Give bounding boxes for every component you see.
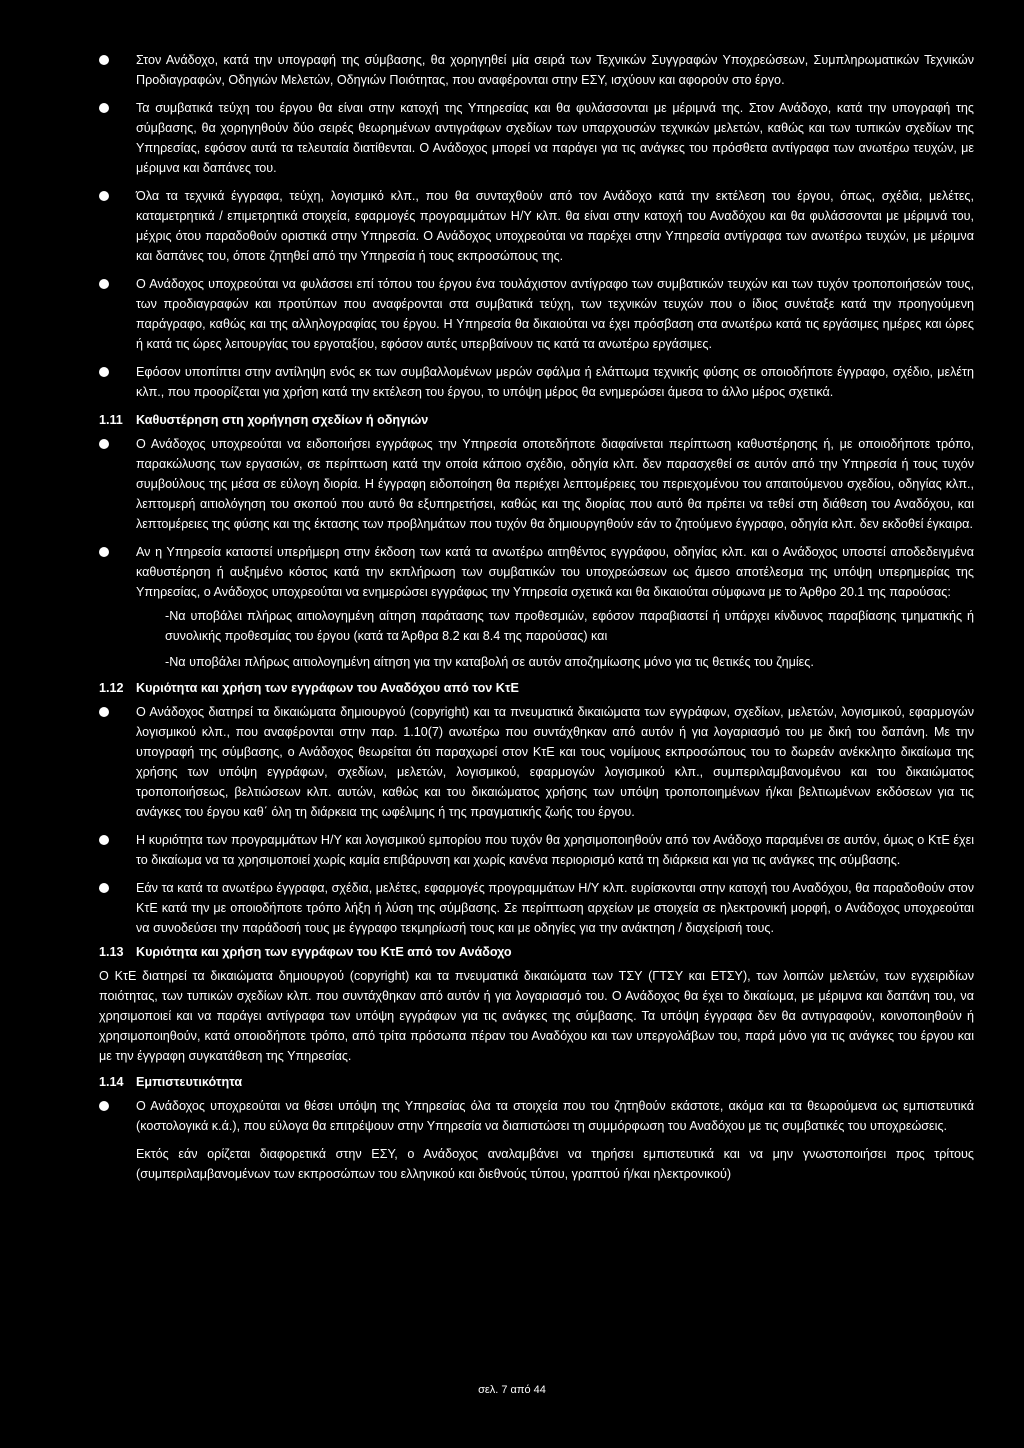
paragraph: Ο Ανάδοχος υποχρεούται να ειδοποιήσει εγγράφως την Υπηρεσία οποτεδήποτε διαφαίνεται περίπτωση καθυστέρησης ή, με οποιοδήποτε τρόπο, παρακώλυσης των εργασιών, σε περίπτωση κατά την οποία κάποιο σχέδιο, οδηγία κλπ. δεν παρασχεθεί σε αυτόν από την Υπηρεσία ή τους τυχόν συμβούλους της μέσα σε εύλογη διορία. Η έγγραφη ειδοποίηση θα περιέχει λεπτομέρειες του περιεχομένου του απαιτούμενου σχεδίου, οδηγίας κλπ., λεπτομερή αιτιολόγηση του σκοπού που αυτό θα εξυπηρετήσει, καθώς και της διορίας που αυτό θα πρέπει να τεθεί στη διάθεση του Αναδόχου, και λεπτομέρειες της φύσης και της έκτασης των προβλημάτων που τυχόν θα δημιουργηθούν εάν το ζητούμενο έγγραφο, οδηγία κλπ. δεν εκδοθεί έγκαιρα. bbox=[136, 437, 974, 531]
paragraph: Η κυριότητα των προγραμμάτων Η/Υ και λογισμικού εμπορίου που τυχόν θα χρησιμοποιηθούν από τον Ανάδοχο παραμένει σε αυτόν, όμως ο ΚτΕ έχει το δικαίωμα να τα χρησιμοποιεί χωρίς καμία επιβάρυνση και χωρίς κανένα περιορισμό κατά τη διάρκεια και για τις ανάγκες της σύμβασης. bbox=[136, 833, 974, 867]
paragraph: Ο Ανάδοχος υποχρεούται να θέσει υπόψη της Υπηρεσίας όλα τα στοιχεία που του ζητηθούν εκάστοτε, ακόμα και τα θεωρούμενα ως εμπιστευτικά (κοστολογικά κ.ά.), που εύλογα θα επιτρέψουν στην Υπηρεσία να διαπιστώσει τη συμμόρφωση του Αναδόχου με τις συμβατικές του υποχρεώσεις. bbox=[136, 1099, 974, 1133]
section-number: 1.11 bbox=[99, 413, 123, 427]
paragraph: Όλα τα τεχνικά έγγραφα, τεύχη, λογισμικό κλπ., που θα συνταχθούν από τον Ανάδοχο κατά την εκτέλεση του έργου, όπως, σχέδια, μελέτες, καταμετρητικά / επιμετρητικά στοιχεία, εφαρμογές προγραμμάτων Η/Υ κλπ. θα είναι στην κατοχή του Αναδόχου και θα φυλάσσονται με μέριμνά του, μέχρις ότου παραδοθούν οριστικά στην Υπηρεσία. Ο Ανάδοχος υποχρεούται να παρέχει στην Υπηρεσία αντίγραφα των ανωτέρω τευχών, με μέριμνα και δαπάνες του, όποτε ζητηθεί από την Υπηρεσία ή τους εκπροσώπους της. bbox=[136, 189, 974, 263]
bullet-icon bbox=[99, 439, 109, 449]
bullet-icon bbox=[99, 279, 109, 289]
paragraph: Ο Ανάδοχος υποχρεούται να φυλάσσει επί τόπου του έργου ένα τουλάχιστον αντίγραφο των συμβατικών τευχών και των τυχόν τροποποιήσεών τους, των προδιαγραφών και προτύπων που αναφέρονται στα συμβατικά τεύχη, των τεχνικών τευχών που ο ίδιος συνέταξε κατά την προηγούμενη παράγραφο, καθώς και της αλληλογραφίας του έργου. Η Υπηρεσία θα δικαιούται να έχει πρόσβαση στα ανωτέρω κατά τις εργάσιμες ημέρες και ώρες ή κατά τις ώρες λειτουργίας του εργοταξίου, εφόσον αυτές υπερβαίνουν τις κατά τα ανωτέρω εργάσιμες. bbox=[136, 277, 974, 351]
paragraph: Ο Ανάδοχος διατηρεί τα δικαιώματα δημιουργού (copyright) και τα πνευματικά δικαιώματα των εγγράφων, σχεδίων, μελετών, λογισμικού, εφαρμογών λογισμικού κλπ., που αναφέρονται στην παρ. 1.10(7) ανωτέρω που συντάχθηκαν από αυτόν ή για λογαριασμό του με δική του δαπάνη. Με την υπογραφή της σύμβασης, ο Ανάδοχος θεωρείται ότι παραχωρεί στον ΚτΕ και τους νομίμους εκπροσώπους του το δωρεάν ανέκκλητο δικαίωμα της χρήσης των υπόψη εγγράφων, σχεδίων, μελετών, λογισμικού, εφαρμογών λογισμικού κλπ., συμπεριλαμβανομένου και του δικαιώματος τροποποιήσεως, βελτιώσεων κλπ. αυτών, καθώς και του δικαιώματος χρήσης των υπόψη τροποποιημένων ή/και βελτιωμένων εκδόσεων για τις ανάγκες του έργου καθ΄ όλη τη διάρκεια της ωφέλιμης ή της πραγματικής ζωής του έργου. bbox=[136, 705, 974, 819]
section-heading-1-11 bbox=[0, 410, 1024, 430]
section-title: Εμπιστευτικότητα bbox=[136, 1075, 243, 1089]
list-item bbox=[0, 702, 1024, 822]
bullet-icon bbox=[99, 103, 109, 113]
bullet-icon bbox=[99, 547, 109, 557]
paragraph: Αν η Υπηρεσία καταστεί υπερήμερη στην έκδοση των κατά τα ανωτέρω αιτηθέντος εγγράφου, οδηγίας κλπ. και ο Ανάδοχος υποστεί αποδεδειγμένα καθυστέρηση ή αυξημένο κόστος κατά την εκπλήρωση των συμβατικών του υποχρεώσεων ως άμεσο αποτέλεσμα της υπόψη υπερημερίας της Υπηρεσίας, ο Ανάδοχος υποχρεούται να ενημερώσει εγγράφως την Υπηρεσία σχετικά και θα δικαιούται σύμφωνα με το Άρθρο 20.1 της παρούσας: bbox=[136, 545, 974, 599]
bullet-icon bbox=[99, 367, 109, 377]
section-title: Καθυστέρηση στη χορήγηση σχεδίων ή οδηγιών bbox=[136, 413, 429, 427]
bullet-icon bbox=[99, 883, 109, 893]
paragraph: Τα συμβατικά τεύχη του έργου θα είναι στην κατοχή της Υπηρεσίας και θα φυλάσσονται με μέριμνά της. Στον Ανάδοχο, κατά την υπογραφή της σύμβασης, θα χορηγηθούν δύο σειρές θεωρημένων αντιγράφων σχεδίων των υπαρχουσών τεχνικών μελετών, καθώς και των τυπικών σχεδίων της Υπηρεσίας, εφόσον αυτά τα τελευταία διατίθενται. Ο Ανάδοχος μπορεί να παράγει για τις ανάγκες του πρόσθετα αντίγραφα των ανωτέρω τευχών, με μέριμνα και δαπάνες του. bbox=[136, 101, 974, 175]
section-number: 1.12 bbox=[99, 681, 124, 695]
list-item bbox=[0, 434, 1024, 534]
section-number: 1.13 bbox=[99, 945, 124, 959]
list-item bbox=[0, 186, 1024, 266]
list-item bbox=[0, 362, 1024, 402]
section-heading-1-14 bbox=[0, 1072, 1024, 1092]
paragraph: Ο ΚτΕ διατηρεί τα δικαιώματα δημιουργού (copyright) και τα πνευματικά δικαιώματα των ΤΣΥ (ΓΤΣΥ και ΕΤΣΥ), των λοιπών μελετών, των εγχειριδίων ποιότητας, των τυπικών σχεδίων κλπ. που συντάχθηκαν από αυτόν ή για λογαριασμό του. Ο Ανάδοχος θα έχει το δικαίωμα, με μέριμνα και δαπάνη του, να χρησιμοποιεί και να παράγει αντίγραφα των υπόψη εγγράφων για τις ανάγκες της σύμβασης. Τα υπόψη έγγραφα δεν θα αντιγραφούν, κοινοποιηθούν ή χρησιμοποιηθούν, κατά οποιοδήποτε τρόπο, από τρίτα πρόσωπα πέραν του Αναδόχου και των υπεργολάβων του, παρά μόνο για τις ανάγκες του έργου και με την έγγραφη συγκατάθεση της Υπηρεσίας. bbox=[99, 969, 974, 1063]
page-number: σελ. 7 από 44 bbox=[478, 1384, 546, 1396]
document-page bbox=[0, 50, 1024, 1184]
list-item bbox=[0, 542, 1024, 602]
bullet-icon bbox=[99, 55, 109, 65]
section-heading-1-12 bbox=[0, 678, 1024, 698]
sub-item: -Να υποβάλει πλήρως αιτιολογημένη αίτηση παράτασης των προθεσμιών, εφόσον παραβιαστεί ή υπάρχει κίνδυνος παραβίασης τμηματικής ή συνολικής προθεσμίας του έργου (κατά τα Άρθρα 8.2 και 8.4 της παρούσας) και bbox=[165, 609, 974, 643]
paragraph: Εάν τα κατά τα ανωτέρω έγγραφα, σχέδια, μελέτες, εφαρμογές προγραμμάτων Η/Υ κλπ. ευρίσκονται στην κατοχή του Αναδόχου, θα παραδοθούν στον ΚτΕ κατά την με οποιοδήποτε τρόπο λήξη ή λύση της σύμβασης. Σε περίπτωση αρχείων με στοιχεία σε ηλεκτρονική μορφή, ο Ανάδοχος υποχρεούται να συνοδεύσει την παράδοσή τους με έγγραφο τεκμηρίωσή τους και με οδηγίες για την ανάκτηση / διαχείρισή τους. bbox=[136, 881, 974, 935]
bullet-icon bbox=[99, 707, 109, 717]
paragraph: Στον Ανάδοχο, κατά την υπογραφή της σύμβασης, θα χορηγηθεί μία σειρά των Τεχνικών Συγγραφών Υποχρεώσεων, Συμπληρωματικών Τεχνικών Προδιαγραφών, Οδηγιών Μελετών, Οδηγιών Ποιότητας, που αναφέρονται στην ΕΣΥ, ισχύουν και αφορούν στο έργο. bbox=[136, 53, 974, 87]
list-item bbox=[0, 830, 1024, 870]
paragraph: Εφόσον υποπίπτει στην αντίληψη ενός εκ των συμβαλλομένων μερών σφάλμα ή ελάττωμα τεχνικής φύσης σε οποιοδήποτε έγγραφο, σχέδιο, μελέτη κλπ., που προορίζεται για χρήση κατά την εκτέλεση του έργου, το υπόψη μέρος θα ενημερώσει άμεσα το άλλο μέρος σχετικά. bbox=[136, 365, 974, 399]
list-item bbox=[0, 1096, 1024, 1136]
section-title: Κυριότητα και χρήση των εγγράφων του ΚτΕ από τον Ανάδοχο bbox=[136, 945, 512, 959]
list-item bbox=[0, 50, 1024, 90]
section-number: 1.14 bbox=[99, 1075, 124, 1089]
list-item bbox=[0, 274, 1024, 354]
paragraph: Εκτός εάν ορίζεται διαφορετικά στην ΕΣΥ, ο Ανάδοχος αναλαμβάνει να τηρήσει εμπιστευτικά και να μην γνωστοποιήσει προς τρίτους (συμπεριλαμβανομένων των εκπροσώπων του ελληνικού και διεθνούς τύπου, γραπτού ή/και ηλεκτρονικού) bbox=[136, 1147, 974, 1181]
list-item bbox=[0, 878, 1024, 938]
section-title: Κυριότητα και χρήση των εγγράφων του Αναδόχου από τον ΚτΕ bbox=[136, 681, 519, 695]
bullet-icon bbox=[99, 1101, 109, 1111]
sub-item: -Να υποβάλει πλήρως αιτιολογημένη αίτηση για την καταβολή σε αυτόν αποζημίωσης μόνο για τις θετικές του ζημίες. bbox=[165, 655, 814, 669]
bullet-icon bbox=[99, 835, 109, 845]
list-item bbox=[0, 98, 1024, 178]
section-heading-1-13 bbox=[0, 942, 1024, 962]
bullet-icon bbox=[99, 191, 109, 201]
